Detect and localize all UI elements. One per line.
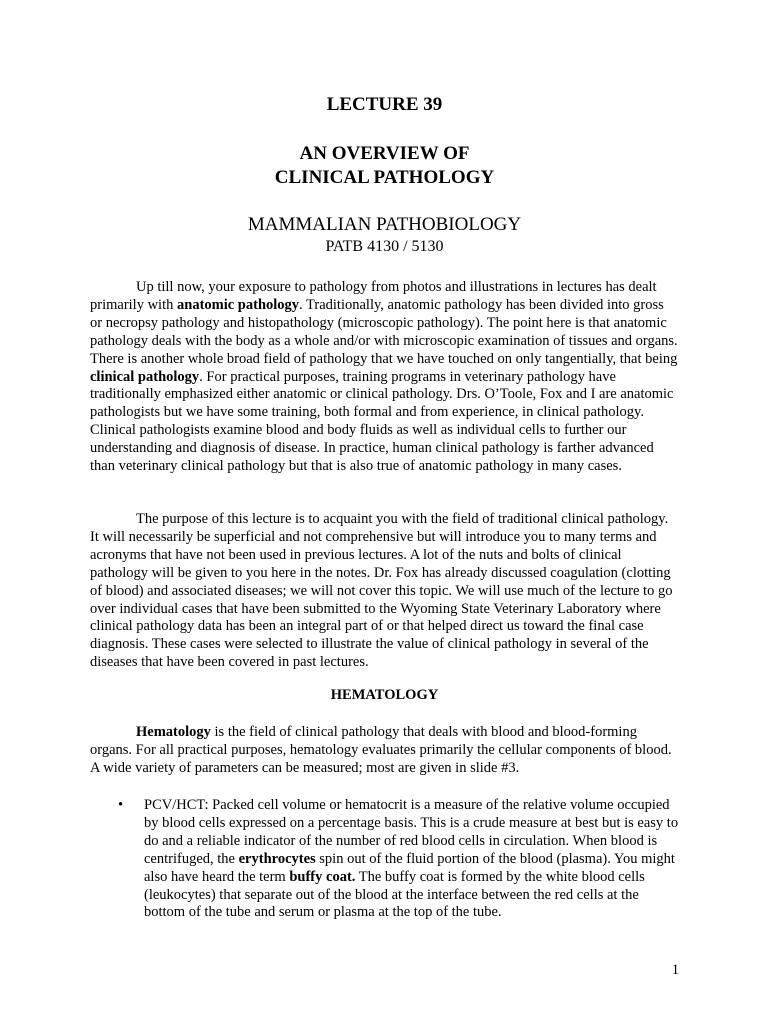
- bullet-text-1: PCV/HCT: Packed cell volume or hematocrit is a measure of the relative volume occupied by blood cells expressed on a percentage basis. This is a crude measure at best but is easy to do and a reliable indicator of the number of red blood cells in circulation. When blood is centrifuged, the: [144, 797, 679, 867]
- hematology-paragraph: [90, 724, 679, 778]
- bullet-text-3: The buffy coat is formed by the white blood cells (leukocytes) that separate out of the blood at the interface between the red cells at the bottom of the tube and serum or plasma at the top of the tube.: [144, 868, 645, 921]
- title-line-2: CLINICAL PATHOLOGY: [274, 167, 495, 188]
- course-code: PATB 4130 / 5130: [325, 238, 444, 255]
- document-page: [90, 0, 679, 1024]
- intro-text-1: Up till now, your exposure to pathology from photos and illustrations in lectures has dealt primarily with: [90, 279, 657, 313]
- bullet-text: [144, 797, 679, 922]
- lecture-number: LECTURE 39: [326, 94, 443, 115]
- purpose-paragraph: [90, 511, 679, 672]
- course-name: MAMMALIAN PATHOBIOLOGY: [247, 214, 522, 235]
- bullet-icon: •: [118, 797, 124, 813]
- intro-text-3: . For practical purposes, training programs in veterinary pathology have traditionally emphasized either anatomic or clinical pathology. Drs. O’Toole, Fox and I are anatomic pathologists but we have some training, both formal and from experience, in clinical pathology. Clinical pathologists examine blood and body fluids as well as individual cells to further our understanding and diagnosis of disease. In practice, human clinical pathology is farther advanced than veterinary clinical pathology but that is also true of anatomic pathology in many cases.: [90, 368, 674, 475]
- bullet-text-2: spin out of the fluid portion of the blood (plasma). You might also have heard the term: [144, 850, 675, 885]
- term-anatomic-pathology: anatomic pathology: [177, 296, 300, 313]
- document-title: [90, 142, 679, 190]
- page-number: 1: [671, 962, 679, 978]
- intro-paragraph: [90, 279, 679, 476]
- term-erythrocytes: erythrocytes: [238, 850, 316, 867]
- title-line-1: AN OVERVIEW OF: [299, 143, 470, 164]
- term-buffy-coat: buffy coat.: [289, 868, 356, 885]
- term-hematology: Hematology: [136, 724, 211, 740]
- term-clinical-pathology: clinical pathology: [90, 368, 200, 385]
- intro-text-2: . Traditionally, anatomic pathology has been divided into gross or necropsy pathology and histopathology (microscopic pathology). The point here is that anatomic pathology deals with the body as a whole and/or with microscopic examination of tissues and organs. There is another whole broad field of pathology that we have touched on only tangentially, that being: [90, 296, 678, 367]
- section-heading-hematology: HEMATOLOGY: [330, 687, 439, 703]
- purpose-text: The purpose of this lecture is to acquaint you with the field of traditional clinical pathology. It will necessarily be superficial and not comprehensive but will introduce you to many terms and acronyms that have not been used in previous lectures. A lot of the nuts and bolts of clinical pathology will be given to you here in the notes. Dr. Fox has already discussed coagulation (clotting of blood) and associated diseases; we will not cover this topic. We will use much of the lecture to go over individual cases that have been submitted to the Wyoming State Veterinary Laboratory where clinical pathology data has been an integral part of or that helped direct us toward the final case diagnosis. These cases were selected to illustrate the value of clinical pathology in several of the diseases that have been covered in past lectures.: [90, 511, 673, 671]
- hematology-text: is the field of clinical pathology that deals with blood and blood-forming organs. For all practical purposes, hematology evaluates primarily the cellular components of blood. A wide variety of parameters can be measured; most are given in slide #3.: [90, 724, 672, 776]
